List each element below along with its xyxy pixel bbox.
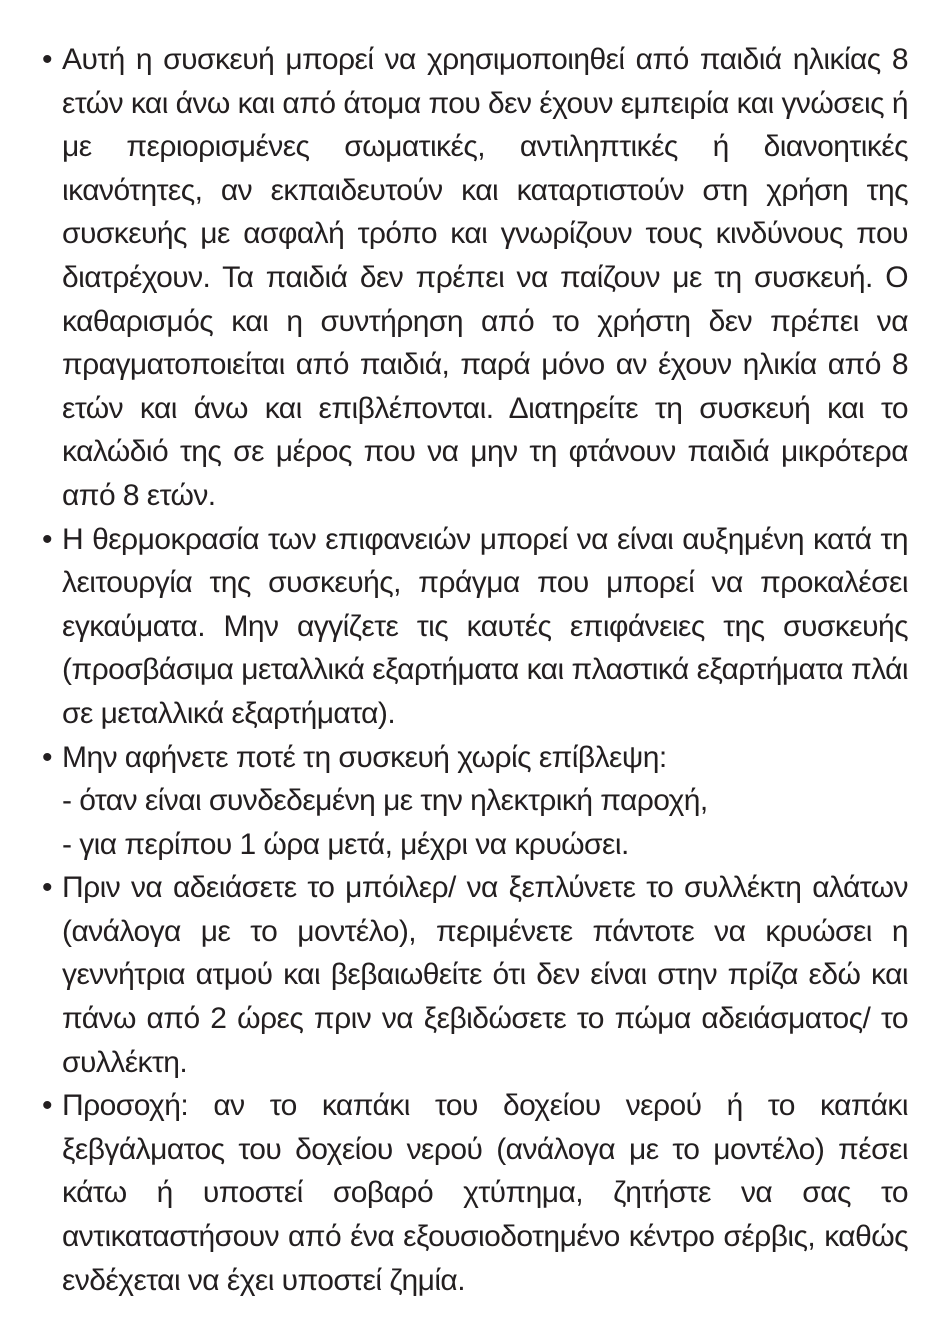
bullet-item-supervision bbox=[40, 736, 908, 867]
sub-item-connected: - όταν είναι συνδεδεμένη με την ηλεκτρική παροχή, bbox=[62, 784, 708, 818]
bullet-text: Μην αφήνετε ποτέ τη συσκευή χωρίς επίβλεψη: bbox=[62, 740, 667, 774]
bullet-dot: • bbox=[42, 740, 53, 774]
safety-bullet-list bbox=[40, 38, 908, 1302]
bullet-item-children-use bbox=[40, 38, 908, 518]
bullet-text: Πριν να αδειάσετε το μπόιλερ/ να ξεπλύνετε το συλλέκτη αλάτων (ανάλογα με το μοντέλο), περιμένετε πάντοτε να κρυώσει η γεννήτρια ατμού και βεβαιωθείτε ότι δεν είναι στην πρίζα εδώ και πάνω από 2 ώρες πριν να ξεβιδώσετε το πώμα αδειάσματος/ το συλλέκτη. bbox=[62, 871, 908, 1079]
bullet-dot: • bbox=[42, 43, 53, 76]
bullet-text: Η θερμοκρασία των επιφανειών μπορεί να είναι αυξημένη κατά τη λειτουργία της συσκευής, πράγμα που μπορεί να προκαλέσει εγκαύματα. Μην αγγίζετε τις καυτές επιφάνειες της συσκευής (προσβάσιμα μεταλλικά εξαρτήματα και πλαστικά εξαρτήματα πλάι σε μεταλλικά εξαρτήματα). bbox=[62, 522, 908, 730]
bullet-dot: • bbox=[42, 522, 53, 556]
safety-instructions-page bbox=[40, 38, 908, 1302]
bullet-item-tank-cap bbox=[40, 1084, 908, 1302]
bullet-item-hot-surfaces bbox=[40, 518, 908, 736]
bullet-text: Προσοχή: αν το καπάκι του δοχείου νερού ή το καπάκι ξεβγάλματος του δοχείου νερού (ανάλογα με το μοντέλο) πέσει κάτω ή υποστεί σοβαρό χτύπημα, ζητήστε να σας το αντικαταστήσουν από ένα εξουσιοδοτημένο κέντρο σέρβις, καθώς ενδέχεται να έχει υποστεί ζημία. bbox=[62, 1089, 908, 1297]
bullet-dot: • bbox=[42, 871, 53, 905]
bullet-item-boiler-emptying bbox=[40, 866, 908, 1084]
sub-item-cooling: - για περίπου 1 ώρα μετά, μέχρι να κρυώσει. bbox=[62, 827, 629, 861]
bullet-dot: • bbox=[42, 1089, 53, 1123]
bullet-text: Αυτή η συσκευή μπορεί να χρησιμοποιηθεί από παιδιά ηλικίας 8 ετών και άνω και από άτομα που δεν έχουν εμπειρία και γνώσεις ή με περιορισμένες σωματικές, αντιληπτικές ή διανοητικές ικανότητες, αν εκπαιδευτούν και καταρτιστούν στη χρήση της συσκευής με ασφαλή τρόπο και γνωρίζουν τους κινδύνους που διατρέχουν. Τα παιδιά δεν πρέπει να παίζουν με τη συσκευή. Ο καθαρισμός και η συντήρηση από το χρήστη δεν πρέπει να πραγματοποιείται από παιδιά, παρά μόνο αν έχουν ηλικία από 8 ετών και άνω και επιβλέπονται. Διατηρείτε τη συσκευή και το καλώδιό της σε μέρος που να μην τη φτάνουν παιδιά μικρότερα από 8 ετών. bbox=[62, 43, 908, 512]
